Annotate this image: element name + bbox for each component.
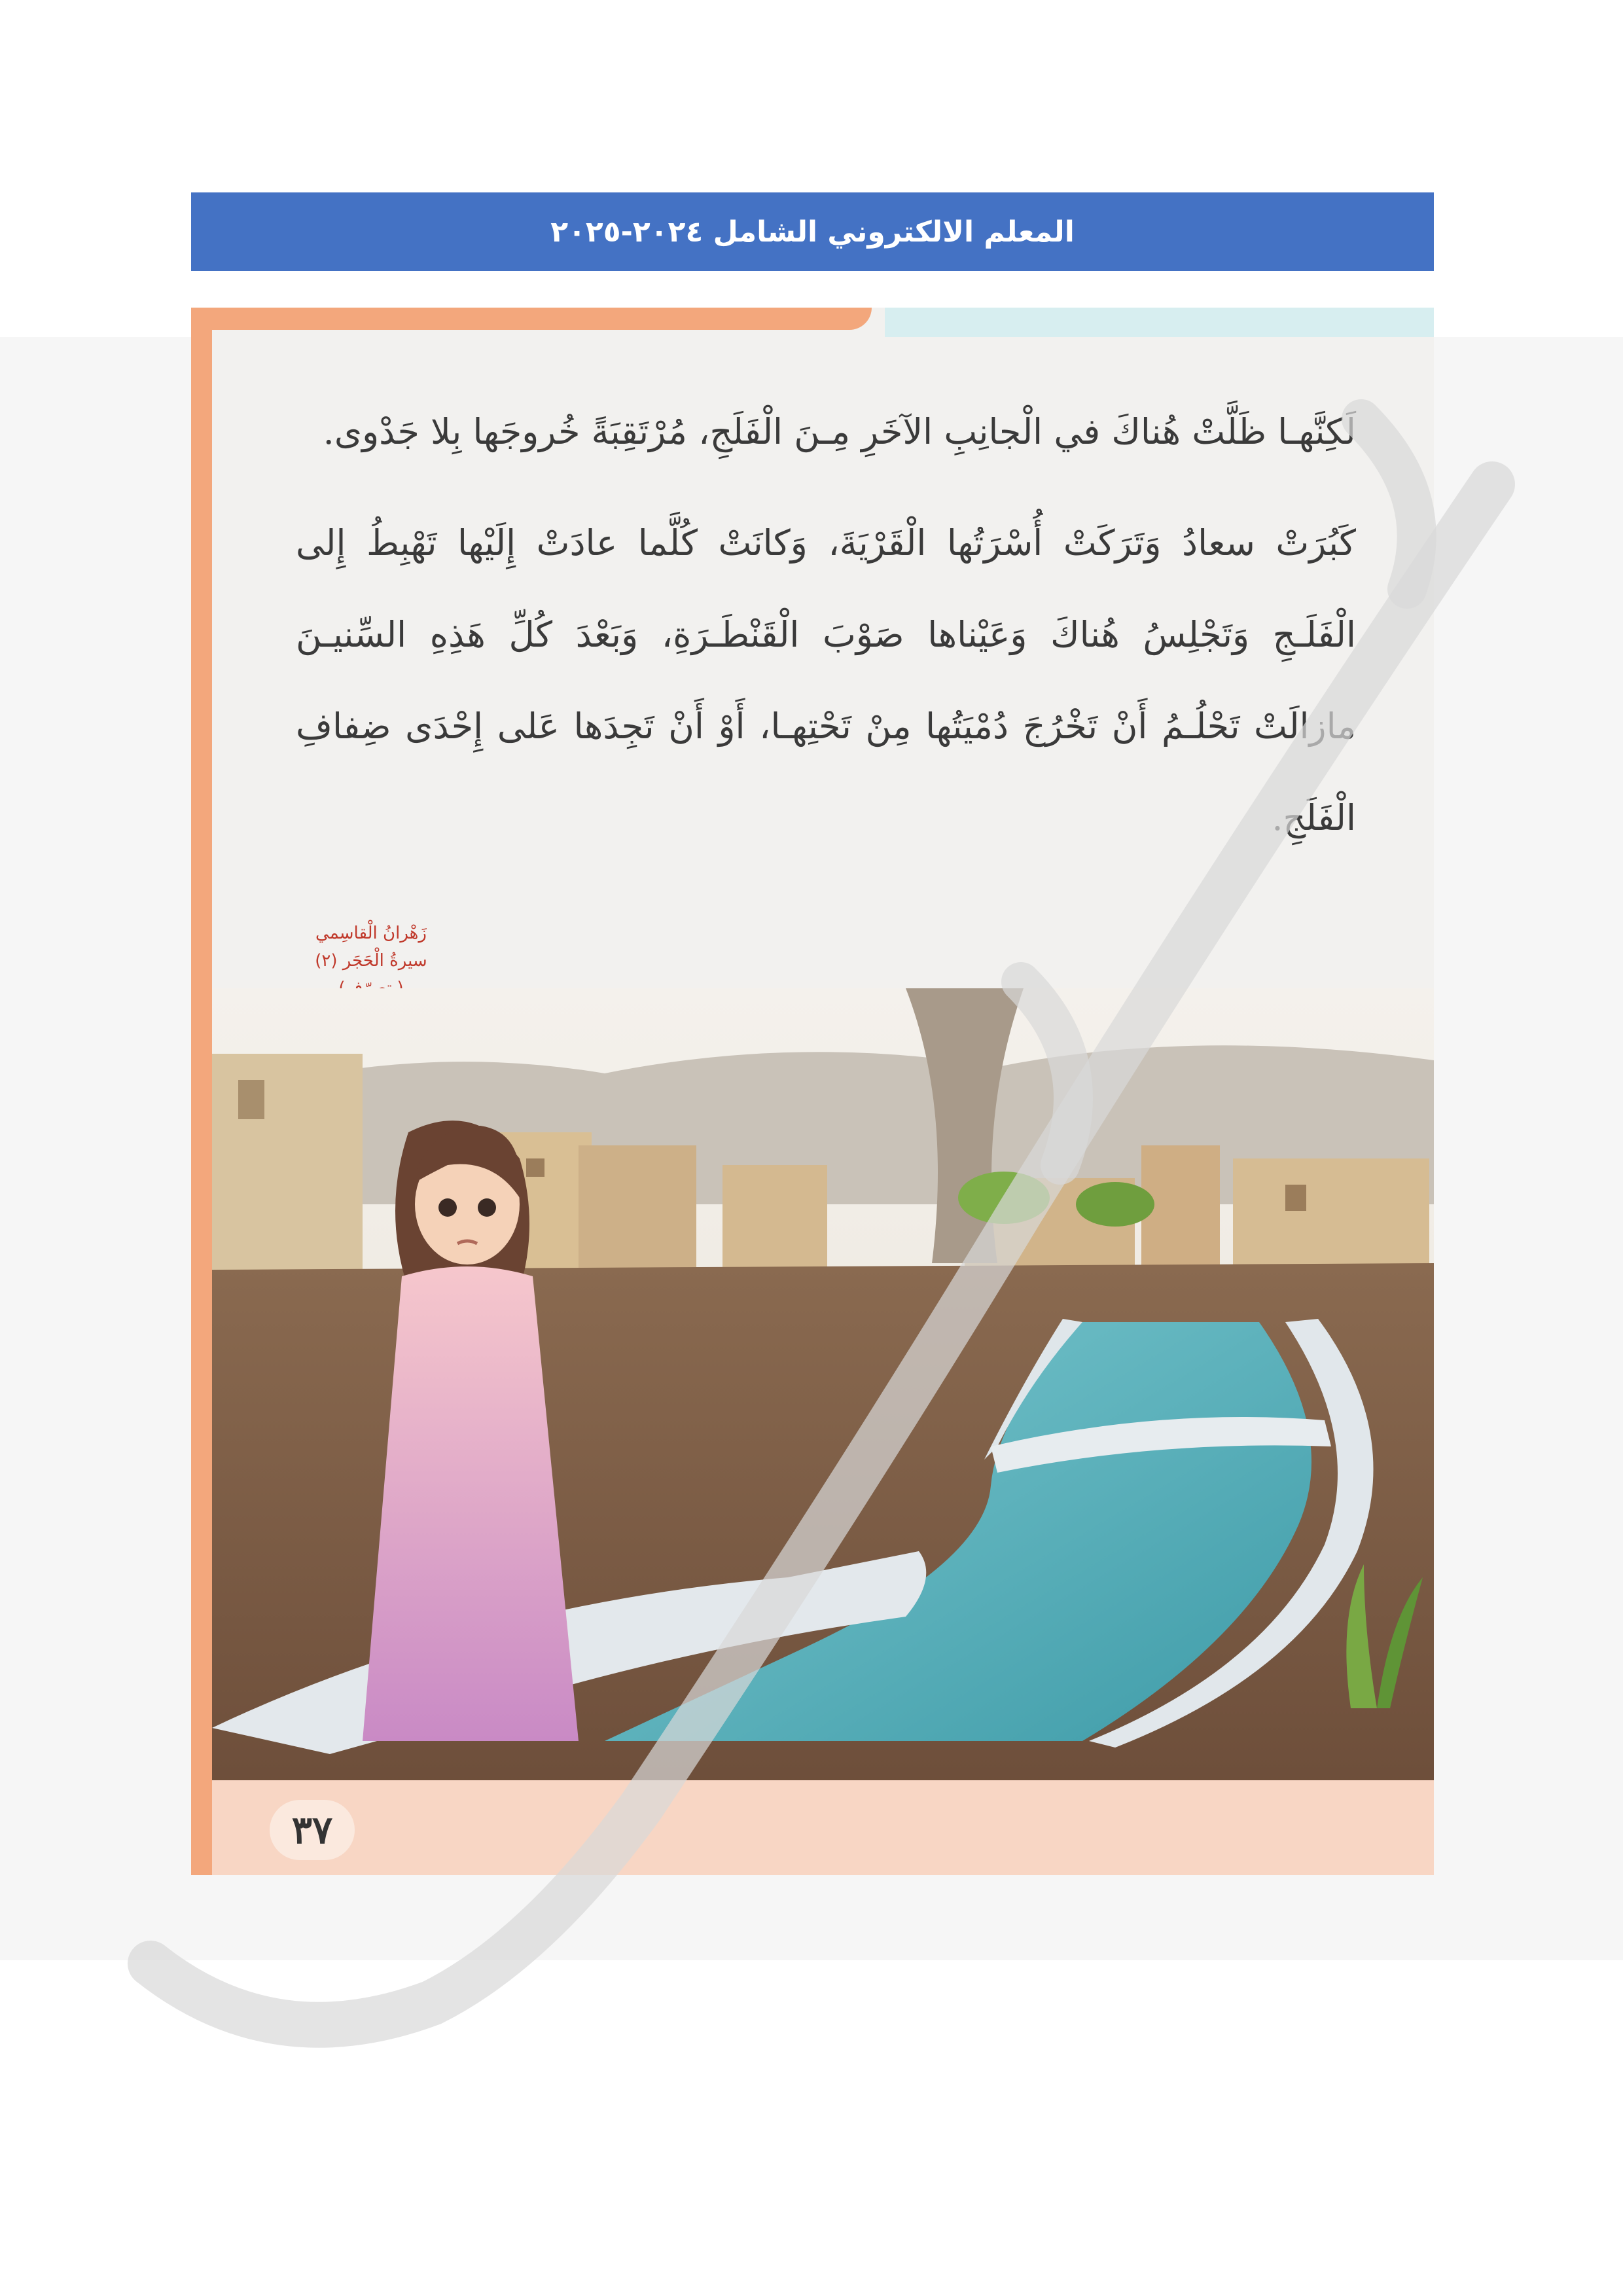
header-bar [191, 192, 1434, 271]
story-text [296, 386, 1356, 884]
village-canal-illustration [212, 988, 1434, 1793]
page-top-teal-strip [885, 308, 1434, 337]
story-paragraph-1: لَكِنَّهـا ظَلَّتْ هُناكَ في الْجانِبِ الآخَرِ مِـنَ الْفَلَجِ، مُرْتَقِبَةً خُروجَها بِلا جَدْوى. [323, 411, 1356, 452]
page-number-badge [270, 1800, 355, 1860]
page-top-orange-tab [191, 308, 872, 330]
page-number: ٣٧ [291, 1808, 333, 1852]
textbook-page [191, 308, 1434, 1875]
story-paragraph-2: كَبُرَتْ سعادُ وَتَرَكَتْ أُسْرَتُها الْقَرْيَةَ، وَكانَتْ كُلَّما عادَتْ إِلَيْها تَهْبِطُ إِلى الْفَلَـجِ وَتَجْلِسُ هُناكَ وَعَيْناها صَوْبَ الْقَنْطَـرَةِ، وَبَعْدَ كُلِّ هَذِهِ السِّنيـنَ مازالَتْ تَحْلُـمُ أَنْ تَخْرُجَ دُمْيَتُها مِنْ تَحْتِهـا، أَوْ أَنْ تَجِدَها عَلى إِحْدَى ضِفافِ الْفَلَجِ. [296, 522, 1356, 838]
page-left-border [191, 308, 212, 1875]
header-title: المعلم الالكتروني الشامل ٢٠٢٤-٢٠٢٥ [550, 215, 1075, 249]
citation-author: زَهْرانُ الْقاسِمي [315, 924, 427, 943]
citation-source: سيرةُ الْحَجَر (٢) [315, 951, 427, 971]
page-footer-strip [212, 1780, 1434, 1875]
